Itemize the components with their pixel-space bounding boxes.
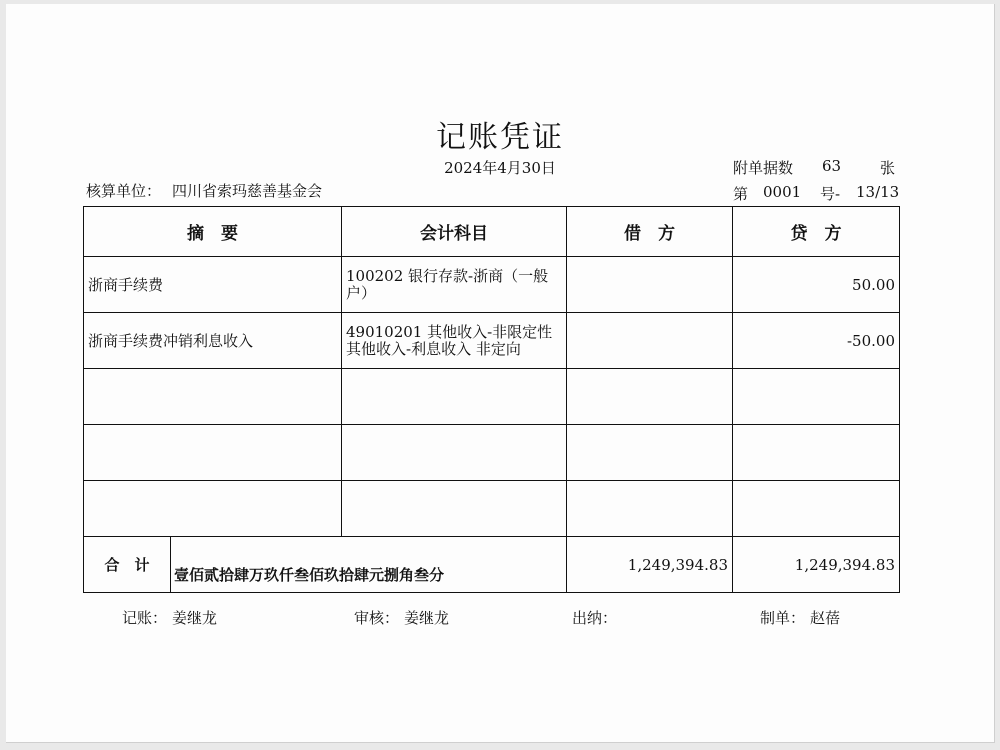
row-credit [733, 369, 900, 425]
voucher-title: 记账凭证 [436, 120, 564, 155]
total-amount-in-words: 壹佰贰拾肆万玖仟叁佰玖拾肆元捌角叁分 [174, 566, 445, 584]
table-row [84, 257, 900, 313]
voucher-page: 13/13 [856, 183, 900, 201]
row-summary: 浙商手续费 [84, 257, 342, 313]
row-account [342, 369, 567, 425]
total-credit: 1,249,394.83 [733, 537, 900, 593]
attachments-count: 63 [822, 157, 842, 175]
row-account [342, 425, 567, 481]
row-debit [567, 425, 733, 481]
total-debit: 1,249,394.83 [567, 537, 733, 593]
attachments-unit: 张 [880, 159, 896, 177]
total-label: 合 计 [84, 537, 171, 592]
row-summary: 浙商手续费冲销利息收入 [84, 313, 342, 369]
bookkeeper-name: 姜继龙 [172, 609, 218, 627]
row-account [342, 481, 567, 537]
row-summary [84, 481, 342, 537]
preparer-name: 赵蓓 [810, 609, 841, 627]
header-account: 会计科目 [342, 207, 567, 257]
cashier-label: 出纳： [572, 609, 618, 627]
bookkeeper-label: 记账： [122, 609, 168, 627]
header-summary: 摘 要 [84, 207, 342, 257]
unit-name: 四川省索玛慈善基金会 [172, 182, 323, 200]
auditor-label: 审核： [354, 609, 400, 627]
row-summary [84, 369, 342, 425]
row-debit [567, 481, 733, 537]
row-debit [567, 313, 733, 369]
row-credit: 50.00 [733, 257, 900, 313]
preparer-label: 制单： [760, 609, 806, 627]
row-credit [733, 481, 900, 537]
row-summary [84, 425, 342, 481]
row-credit: -50.00 [733, 313, 900, 369]
table-row [84, 425, 900, 481]
voucher-no-prefix: 第 [733, 185, 749, 203]
row-debit [567, 369, 733, 425]
auditor-name: 姜继龙 [404, 609, 450, 627]
unit-label: 核算单位： [86, 182, 162, 200]
table-header-row [84, 207, 900, 257]
table-row [84, 313, 900, 369]
table-row [84, 481, 900, 537]
attachments-label: 附单据数 [733, 159, 794, 177]
table-row [84, 369, 900, 425]
voucher-table [83, 206, 900, 593]
voucher-no-suffix: 号- [820, 185, 841, 203]
row-account: 100202 银行存款-浙商（一般户） [342, 257, 567, 313]
header-credit: 贷 方 [733, 207, 900, 257]
row-credit [733, 425, 900, 481]
voucher-number: 0001 [763, 183, 802, 201]
voucher-date: 2024年4月30日 [444, 159, 556, 177]
header-debit: 借 方 [567, 207, 733, 257]
row-debit [567, 257, 733, 313]
row-account: 49010201 其他收入-非限定性其他收入-利息收入 非定向 [342, 313, 567, 369]
